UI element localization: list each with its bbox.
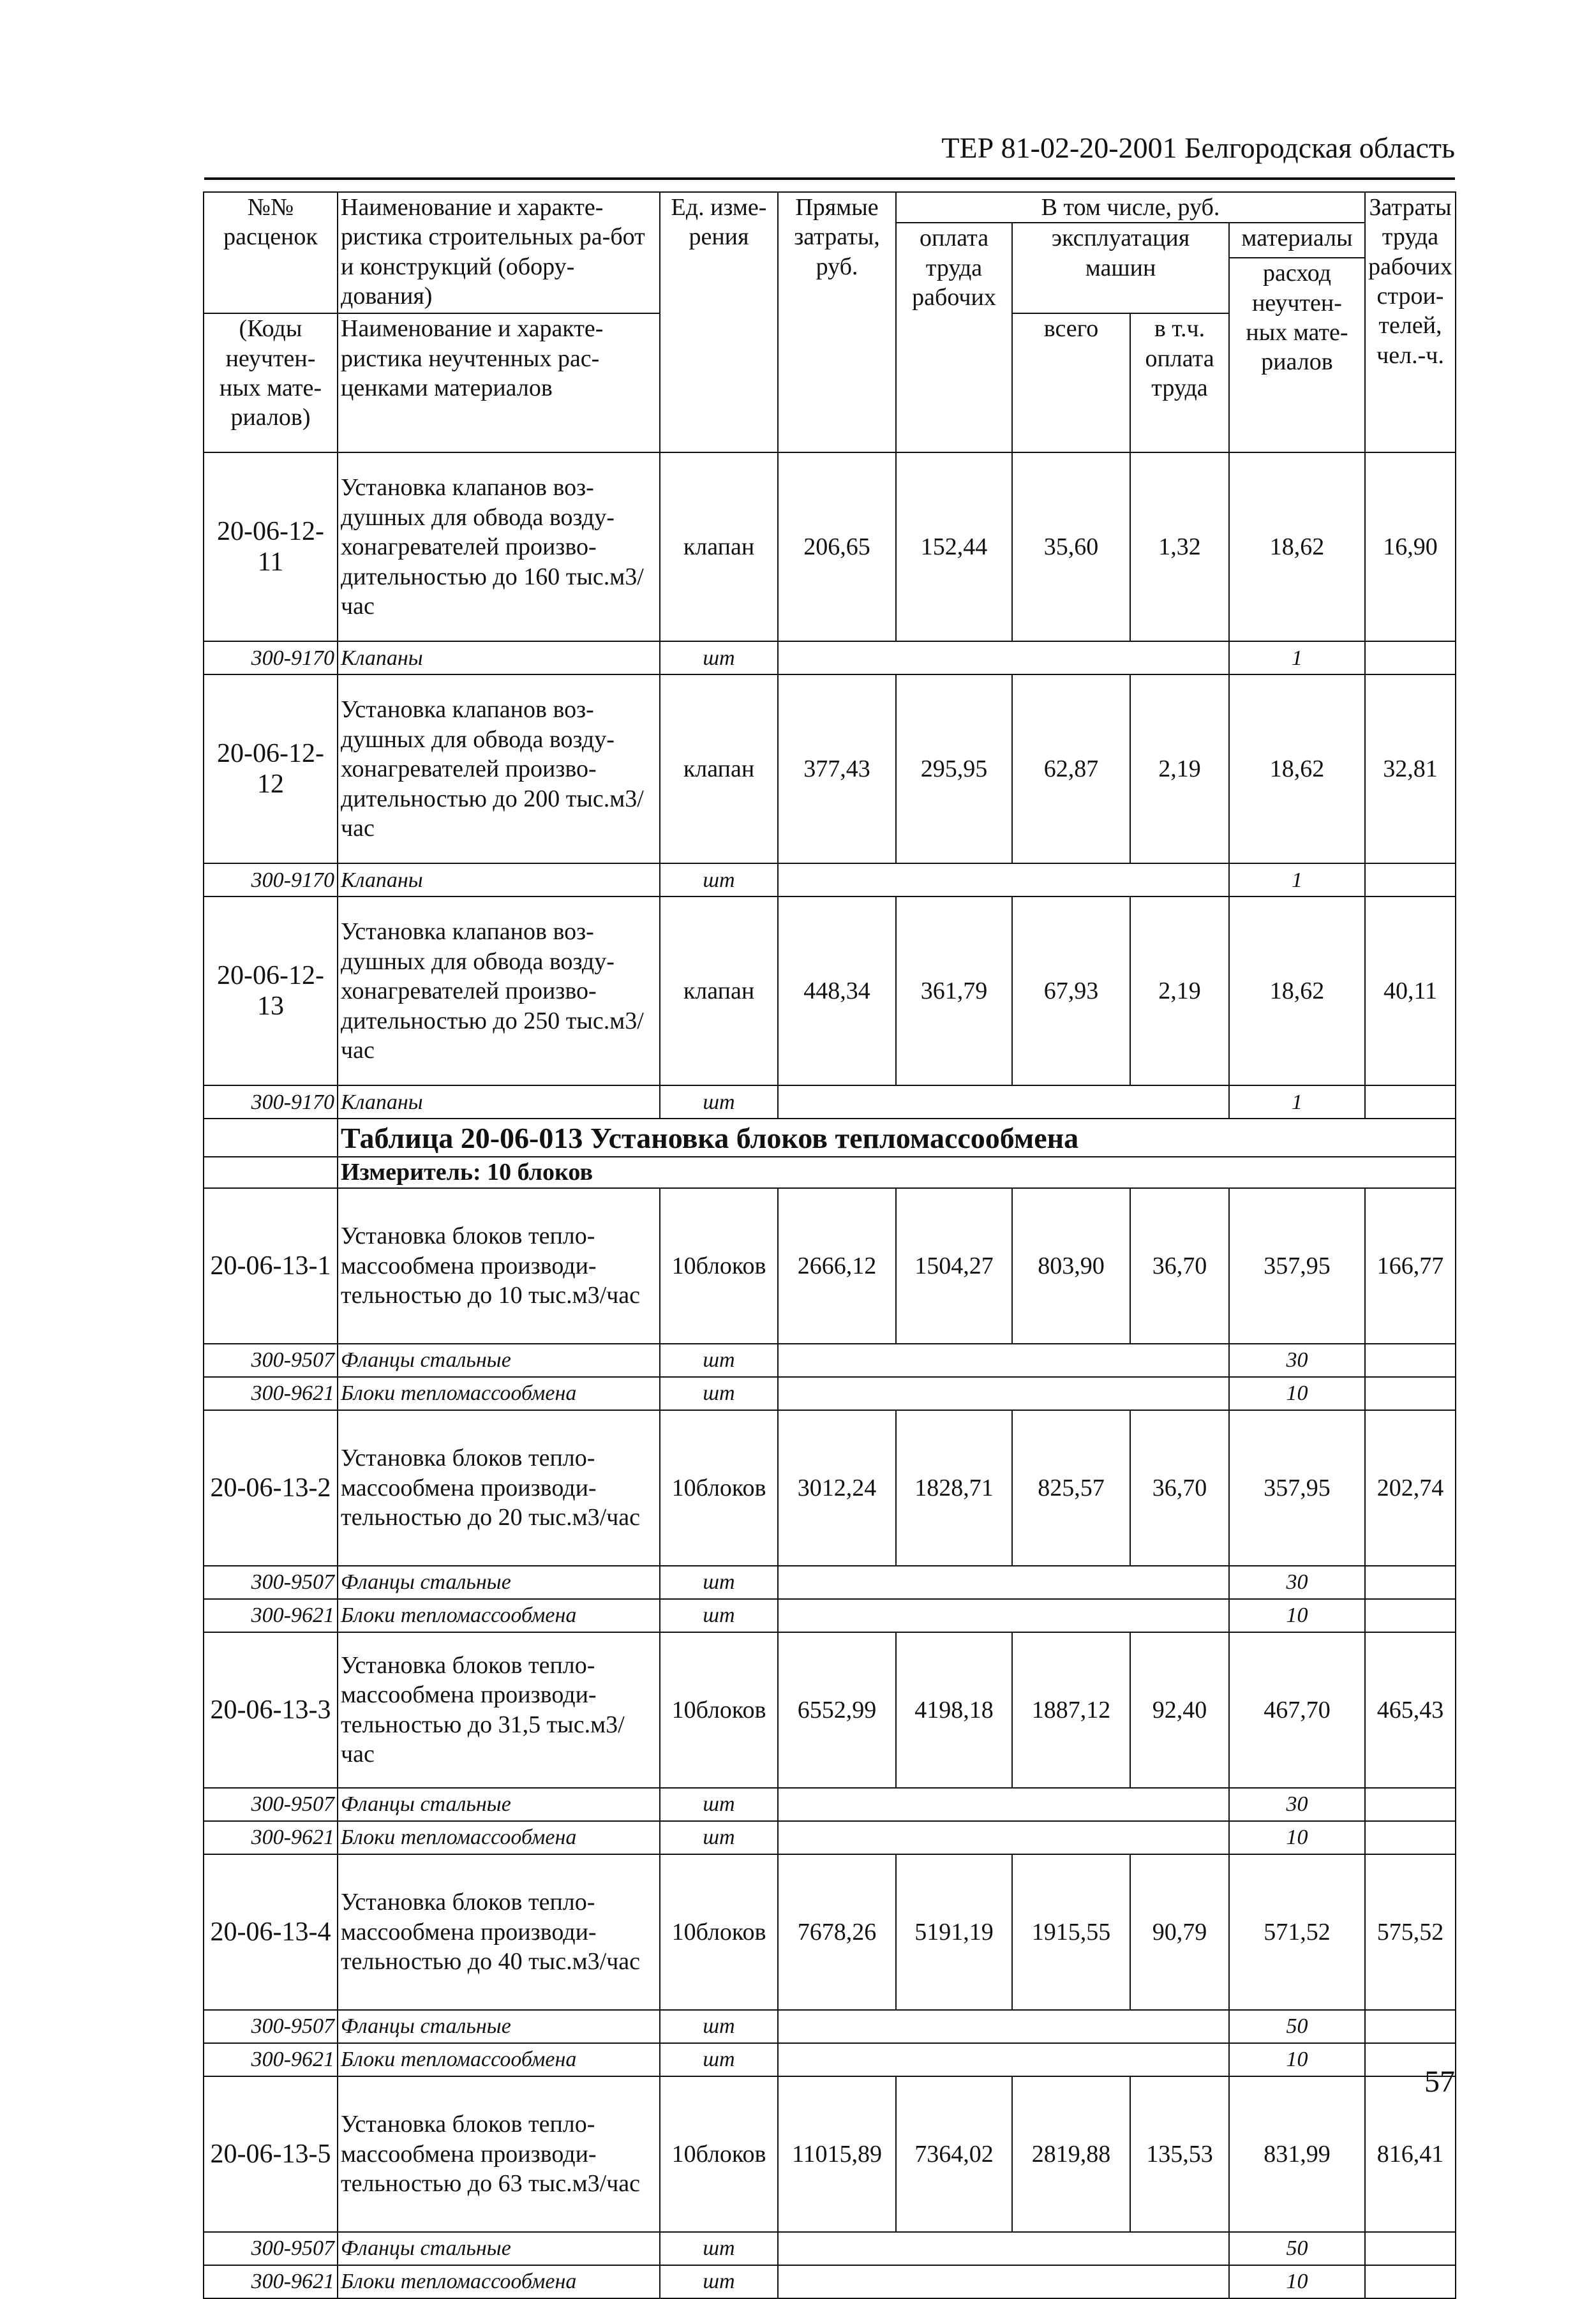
- rate-code: 20-06-13-1: [204, 1188, 338, 1344]
- col-header-incl: В том числе, руб.: [896, 192, 1365, 223]
- table-row: [204, 452, 1456, 641]
- material-unit: шт: [660, 1085, 778, 1119]
- unit-cell: 10блоков: [660, 1854, 778, 2010]
- empty-cell: [778, 1566, 1229, 1599]
- material-qty: 10: [1229, 1377, 1365, 1410]
- work-description: Установка блоков тепло-массообмена производи-тельностью до 20 тыс.м3/час: [338, 1410, 660, 1566]
- material-code: 300-9507: [204, 2010, 338, 2043]
- material-unit: шт: [660, 1599, 778, 1632]
- work-description: Установка блоков тепло-массообмена производи-тельностью до 10 тыс.м3/час: [338, 1188, 660, 1344]
- material-name: Фланцы стальные: [338, 1788, 660, 1821]
- labor-hours: 202,74: [1365, 1410, 1456, 1566]
- machines-total: 67,93: [1012, 897, 1130, 1085]
- direct-cost: 7678,26: [778, 1854, 896, 2010]
- empty-cell: [1365, 2232, 1456, 2265]
- machines-total: 825,57: [1012, 1410, 1130, 1566]
- material-name: Блоки тепломассообмена: [338, 1821, 660, 1854]
- empty-cell: [778, 1377, 1229, 1410]
- labor-pay: 152,44: [896, 452, 1012, 641]
- table-row: [204, 897, 1456, 1085]
- page-number: 57: [1424, 2065, 1455, 2099]
- materials-cost: 357,95: [1229, 1410, 1365, 1566]
- materials-cost: 831,99: [1229, 2076, 1365, 2232]
- empty-cell: [1365, 1085, 1456, 1119]
- material-name: Клапаны: [338, 863, 660, 897]
- table-row: [204, 1410, 1456, 1566]
- material-row: [204, 1085, 1456, 1119]
- labor-hours: 40,11: [1365, 897, 1456, 1085]
- empty-cell: [204, 1157, 338, 1187]
- col-header-name: Наименование и характе-ристика строительных ра-бот и конструкций (обору-дования): [338, 192, 660, 313]
- material-code: 300-9621: [204, 1377, 338, 1410]
- material-unit: шт: [660, 1566, 778, 1599]
- machines-total: 803,90: [1012, 1188, 1130, 1344]
- work-description: Установка клапанов воз-душных для обвода возду-хонагревателей произво-дительностью до 250 тыс.м3/час: [338, 897, 660, 1085]
- material-code: 300-9170: [204, 863, 338, 897]
- labor-hours: 816,41: [1365, 2076, 1456, 2232]
- material-name: Блоки тепломассообмена: [338, 1377, 660, 1410]
- material-name: Блоки тепломассообмена: [338, 1599, 660, 1632]
- material-unit: шт: [660, 1377, 778, 1410]
- header-rule: [204, 177, 1455, 180]
- material-code: 300-9507: [204, 2232, 338, 2265]
- material-unit: шт: [660, 863, 778, 897]
- empty-cell: [778, 2043, 1229, 2076]
- material-unit: шт: [660, 2043, 778, 2076]
- direct-cost: 6552,99: [778, 1632, 896, 1788]
- col-header-unit: Ед. изме-рения: [660, 192, 778, 452]
- material-unit: шт: [660, 2010, 778, 2043]
- section-title-row: [204, 1119, 1456, 1157]
- labor-pay: 1828,71: [896, 1410, 1012, 1566]
- material-name: Клапаны: [338, 641, 660, 674]
- rates-table: [203, 191, 1456, 2299]
- col-header-unaccounted: расход неучтен-ных мате-риалов: [1229, 258, 1365, 452]
- rate-code: 20-06-12-12: [204, 674, 338, 863]
- col-header-materials: материалы: [1229, 223, 1365, 258]
- empty-cell: [778, 2010, 1229, 2043]
- labor-hours: 465,43: [1365, 1632, 1456, 1788]
- material-unit: шт: [660, 1821, 778, 1854]
- work-description: Установка клапанов воз-душных для обвода возду-хонагревателей произво-дительностью до 160 тыс.м3/час: [338, 452, 660, 641]
- material-unit: шт: [660, 641, 778, 674]
- empty-cell: [1365, 1377, 1456, 1410]
- empty-cell: [1365, 641, 1456, 674]
- empty-cell: [1365, 1821, 1456, 1854]
- empty-cell: [778, 2232, 1229, 2265]
- col-header-machines-total: всего: [1012, 313, 1130, 452]
- labor-pay: 7364,02: [896, 2076, 1012, 2232]
- empty-cell: [1365, 2010, 1456, 2043]
- material-qty: 1: [1229, 1085, 1365, 1119]
- material-code: 300-9621: [204, 2043, 338, 2076]
- table-row: [204, 2076, 1456, 2232]
- materials-cost: 18,62: [1229, 674, 1365, 863]
- labor-hours: 575,52: [1365, 1854, 1456, 2010]
- unit-cell: 10блоков: [660, 1632, 778, 1788]
- rate-code: 20-06-13-4: [204, 1854, 338, 2010]
- rate-code: 20-06-12-13: [204, 897, 338, 1085]
- machines-total: 35,60: [1012, 452, 1130, 641]
- unit-cell: 10блоков: [660, 2076, 778, 2232]
- material-row: [204, 1566, 1456, 1599]
- col-header-labor-pay: оплата труда рабочих: [896, 223, 1012, 452]
- material-row: [204, 1821, 1456, 1854]
- direct-cost: 377,43: [778, 674, 896, 863]
- material-code: 300-9621: [204, 1599, 338, 1632]
- material-code: 300-9621: [204, 1821, 338, 1854]
- work-description: Установка блоков тепло-массообмена производи-тельностью до 40 тыс.м3/час: [338, 1854, 660, 2010]
- machines-labor-pay: 90,79: [1130, 1854, 1229, 2010]
- table-row: [204, 1188, 1456, 1344]
- page-header: ТЕР 81-02-20-2001 Белгородская область: [941, 131, 1455, 164]
- labor-pay: 295,95: [896, 674, 1012, 863]
- material-name: Фланцы стальные: [338, 1344, 660, 1377]
- material-code: 300-9507: [204, 1566, 338, 1599]
- material-code: 300-9507: [204, 1788, 338, 1821]
- empty-cell: [778, 1085, 1229, 1119]
- materials-cost: 571,52: [1229, 1854, 1365, 2010]
- rate-code: 20-06-13-3: [204, 1632, 338, 1788]
- material-row: [204, 1377, 1456, 1410]
- unit-cell: 10блоков: [660, 1188, 778, 1344]
- labor-pay: 361,79: [896, 897, 1012, 1085]
- material-code: 300-9507: [204, 1344, 338, 1377]
- machines-total: 62,87: [1012, 674, 1130, 863]
- direct-cost: 206,65: [778, 452, 896, 641]
- unit-cell: клапан: [660, 897, 778, 1085]
- rates-table-body: [204, 192, 1456, 2298]
- material-row: [204, 863, 1456, 897]
- material-qty: 10: [1229, 2043, 1365, 2076]
- material-row: [204, 1344, 1456, 1377]
- unit-cell: клапан: [660, 452, 778, 641]
- material-row: [204, 2010, 1456, 2043]
- direct-cost: 2666,12: [778, 1188, 896, 1344]
- section-title: Таблица 20-06-013 Установка блоков тепломассообмена: [338, 1119, 1456, 1157]
- machines-labor-pay: 36,70: [1130, 1410, 1229, 1566]
- material-qty: 30: [1229, 1566, 1365, 1599]
- direct-cost: 3012,24: [778, 1410, 896, 1566]
- material-qty: 10: [1229, 1599, 1365, 1632]
- empty-cell: [1365, 1599, 1456, 1632]
- material-qty: 10: [1229, 1821, 1365, 1854]
- table-row: [204, 1854, 1456, 2010]
- labor-hours: 32,81: [1365, 674, 1456, 863]
- col-header-code-materials: (Коды неучтен-ных мате-риалов): [204, 313, 338, 452]
- col-header-incl-pay: в т.ч. оплата труда: [1130, 313, 1229, 452]
- machines-total: 1915,55: [1012, 1854, 1130, 2010]
- material-code: 300-9621: [204, 2265, 338, 2298]
- material-row: [204, 1599, 1456, 1632]
- work-description: Установка клапанов воз-душных для обвода возду-хонагревателей произво-дительностью до 200 тыс.м3/час: [338, 674, 660, 863]
- material-name: Блоки тепломассообмена: [338, 2043, 660, 2076]
- empty-cell: [1365, 1344, 1456, 1377]
- labor-hours: 166,77: [1365, 1188, 1456, 1344]
- material-name: Фланцы стальные: [338, 2010, 660, 2043]
- empty-cell: [778, 1599, 1229, 1632]
- col-header-name-materials: Наименование и характе-ристика неучтенных рас-ценками материалов: [338, 313, 660, 452]
- empty-cell: [778, 1344, 1229, 1377]
- machines-labor-pay: 92,40: [1130, 1632, 1229, 1788]
- material-row: [204, 1788, 1456, 1821]
- material-unit: шт: [660, 2232, 778, 2265]
- work-description: Установка блоков тепло-массообмена производи-тельностью до 31,5 тыс.м3/час: [338, 1632, 660, 1788]
- empty-cell: [204, 1119, 338, 1157]
- empty-cell: [778, 863, 1229, 897]
- material-unit: шт: [660, 1344, 778, 1377]
- empty-cell: [778, 2265, 1229, 2298]
- labor-pay: 1504,27: [896, 1188, 1012, 1344]
- empty-cell: [778, 1788, 1229, 1821]
- empty-cell: [778, 641, 1229, 674]
- material-unit: шт: [660, 1788, 778, 1821]
- material-row: [204, 2265, 1456, 2298]
- empty-cell: [1365, 1566, 1456, 1599]
- labor-hours: 16,90: [1365, 452, 1456, 641]
- col-header-labor-cost: Затраты труда рабочих строи-телей, чел.-ч.: [1365, 192, 1456, 452]
- labor-pay: 4198,18: [896, 1632, 1012, 1788]
- materials-cost: 467,70: [1229, 1632, 1365, 1788]
- section-measure: Измеритель: 10 блоков: [338, 1157, 1456, 1187]
- material-name: Фланцы стальные: [338, 2232, 660, 2265]
- col-header-machines: эксплуатация машин: [1012, 223, 1229, 313]
- direct-cost: 448,34: [778, 897, 896, 1085]
- material-code: 300-9170: [204, 1085, 338, 1119]
- machines-total: 2819,88: [1012, 2076, 1130, 2232]
- col-header-code: №№ расценок: [204, 192, 338, 313]
- empty-cell: [1365, 863, 1456, 897]
- machines-total: 1887,12: [1012, 1632, 1130, 1788]
- work-description: Установка блоков тепло-массообмена производи-тельностью до 63 тыс.м3/час: [338, 2076, 660, 2232]
- empty-cell: [1365, 1788, 1456, 1821]
- unit-cell: 10блоков: [660, 1410, 778, 1566]
- machines-labor-pay: 2,19: [1130, 897, 1229, 1085]
- labor-pay: 5191,19: [896, 1854, 1012, 2010]
- unit-cell: клапан: [660, 674, 778, 863]
- material-code: 300-9170: [204, 641, 338, 674]
- material-row: [204, 2232, 1456, 2265]
- material-unit: шт: [660, 2265, 778, 2298]
- machines-labor-pay: 2,19: [1130, 674, 1229, 863]
- table-row: [204, 1632, 1456, 1788]
- material-qty: 30: [1229, 1344, 1365, 1377]
- rate-code: 20-06-12-11: [204, 452, 338, 641]
- materials-cost: 357,95: [1229, 1188, 1365, 1344]
- material-qty: 50: [1229, 2232, 1365, 2265]
- section-measure-row: [204, 1157, 1456, 1187]
- material-qty: 10: [1229, 2265, 1365, 2298]
- material-qty: 30: [1229, 1788, 1365, 1821]
- machines-labor-pay: 36,70: [1130, 1188, 1229, 1344]
- materials-cost: 18,62: [1229, 897, 1365, 1085]
- empty-cell: [778, 1821, 1229, 1854]
- material-qty: 1: [1229, 863, 1365, 897]
- material-name: Блоки тепломассообмена: [338, 2265, 660, 2298]
- table-row: [204, 674, 1456, 863]
- empty-cell: [1365, 2265, 1456, 2298]
- material-qty: 1: [1229, 641, 1365, 674]
- material-qty: 50: [1229, 2010, 1365, 2043]
- rate-code: 20-06-13-2: [204, 1410, 338, 1566]
- material-name: Клапаны: [338, 1085, 660, 1119]
- direct-cost: 11015,89: [778, 2076, 896, 2232]
- col-header-direct: Прямые затраты, руб.: [778, 192, 896, 452]
- machines-labor-pay: 135,53: [1130, 2076, 1229, 2232]
- machines-labor-pay: 1,32: [1130, 452, 1229, 641]
- material-name: Фланцы стальные: [338, 1566, 660, 1599]
- materials-cost: 18,62: [1229, 452, 1365, 641]
- material-row: [204, 641, 1456, 674]
- rate-code: 20-06-13-5: [204, 2076, 338, 2232]
- material-row: [204, 2043, 1456, 2076]
